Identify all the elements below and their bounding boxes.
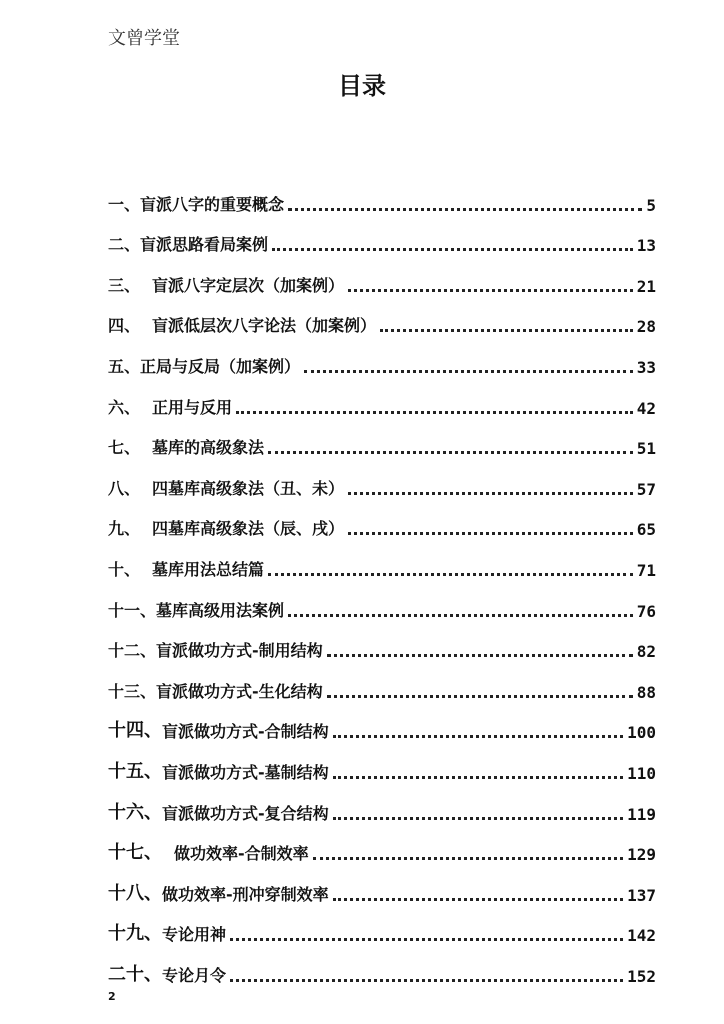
toc-entry-number: 二十、 [108,963,162,985]
dot-leader [333,816,623,820]
toc-entry[interactable] [108,621,656,662]
dot-leader [333,897,623,901]
toc-entry-label: 盲派低层次八字论法（加案例） [152,316,377,336]
toc-entry-number: 十六、 [108,801,162,823]
toc-entry-page-number: 110 [627,763,656,783]
toc-entry-number: 十八、 [108,882,162,904]
toc-entry-number: 四、 [108,316,141,336]
toc-entry[interactable] [108,945,656,986]
toc-entry-number: 九、 [108,519,141,539]
toc-entry-page-number: 137 [627,885,656,905]
toc-entry[interactable] [108,174,656,215]
toc-entry-number: 二、 [108,235,141,255]
toc-entry-label: 盲派做功方式-合制结构 [162,722,329,742]
dot-leader [304,369,633,373]
dot-leader [333,734,623,738]
dot-leader [272,247,633,251]
dot-leader [236,410,633,414]
toc-entry[interactable] [108,742,656,783]
toc-entry-number: 十五、 [108,760,162,782]
toc-entry-page-number: 51 [636,439,656,459]
toc-entry-number: 十二、 [108,641,157,661]
toc-entry-label: 盲派思路看局案例 [140,235,269,255]
dot-leader [333,775,623,779]
toc-entry-page-number: 76 [636,601,656,621]
toc-entry-number: 十四、 [108,720,162,742]
toc-entry-page-number: 88 [636,682,656,702]
toc-entry-label: 盲派八字定层次（加案例） [152,275,345,295]
toc-entry-number: 七、 [108,438,141,458]
toc-entry-number: 三、 [108,275,141,295]
toc-entry-page-number: 71 [636,560,656,580]
toc-entry[interactable] [108,702,656,743]
toc-entry-number: 十九、 [108,923,162,945]
toc-entry[interactable] [108,539,656,580]
toc-entry[interactable] [108,783,656,824]
toc-entry[interactable] [108,296,656,337]
dot-leader [268,450,633,454]
toc-entry[interactable] [108,499,656,540]
toc-entry[interactable] [108,458,656,499]
dot-leader [327,653,633,657]
toc-entry-page-number: 21 [636,276,656,296]
toc-entry-label: 做功效率-刑冲穿制效率 [162,884,329,904]
toc-entry-page-number: 33 [636,357,656,377]
document-header-brand: 文曾学堂 [108,28,180,49]
toc-entry-page-number: 13 [636,236,656,256]
toc-entry-page-number: 142 [627,926,656,946]
toc-entry-label: 正用与反用 [152,397,233,417]
dot-leader [313,856,623,860]
toc-entry-number: 十三、 [108,681,157,701]
toc-entry-label: 四墓库高级象法（辰、戌） [152,519,345,539]
toc-entry-page-number: 65 [636,520,656,540]
toc-entry-page-number: 28 [636,317,656,337]
toc-entry-number: 五、 [108,356,141,376]
dot-leader [348,531,633,535]
toc-entry-label: 做功效率-合制效率 [174,844,309,864]
dot-leader [288,207,642,211]
dot-leader [230,937,623,941]
toc-entry-label: 盲派做功方式-墓制结构 [162,762,329,782]
toc-entry-page-number: 129 [627,845,656,865]
toc-entry-label: 墓库的高级象法 [152,438,265,458]
toc-entry-number: 十、 [108,559,141,579]
dot-leader [288,613,633,617]
toc-entry-page-number: 100 [627,723,656,743]
toc-entry[interactable] [108,580,656,621]
table-of-contents [108,174,656,986]
toc-entry-number: 十七、 [108,842,162,864]
toc-entry[interactable] [108,864,656,905]
toc-entry[interactable] [108,255,656,296]
toc-entry-page-number: 119 [627,804,656,824]
toc-entry[interactable] [108,215,656,256]
toc-entry[interactable] [108,336,656,377]
toc-entry-label: 盲派做功方式-制用结构 [156,641,323,661]
toc-entry[interactable] [108,661,656,702]
toc-entry-number: 八、 [108,478,141,498]
toc-entry-page-number: 82 [636,642,656,662]
toc-entry-page-number: 5 [646,195,656,215]
toc-entry-number: 六、 [108,397,141,417]
toc-entry[interactable] [108,905,656,946]
dot-leader [348,491,633,495]
toc-entry-label: 正局与反局（加案例） [140,356,301,376]
toc-entry[interactable] [108,418,656,459]
toc-entry-label: 盲派做功方式-复合结构 [162,803,329,823]
toc-entry-label: 盲派做功方式-生化结构 [156,681,323,701]
toc-entry-label: 四墓库高级象法（丑、未） [152,478,345,498]
dot-leader [348,288,633,292]
dot-leader [268,572,633,576]
toc-entry-label: 盲派八字的重要概念 [140,194,285,214]
dot-leader [230,978,623,982]
toc-entry-number: 十一、 [108,600,157,620]
toc-entry-page-number: 57 [636,479,656,499]
toc-entry[interactable] [108,824,656,865]
page-title: 目录 [338,72,386,100]
toc-entry-label: 专论用神 [162,925,227,945]
page-number: 2 [108,990,116,1003]
toc-entry-number: 一、 [108,194,141,214]
toc-entry[interactable] [108,377,656,418]
toc-entry-page-number: 152 [627,966,656,986]
dot-leader [327,694,633,698]
toc-entry-label: 墓库用法总结篇 [152,559,265,579]
dot-leader [380,328,633,332]
toc-entry-label: 墓库高级用法案例 [156,600,285,620]
toc-entry-page-number: 42 [636,398,656,418]
toc-entry-label: 专论月令 [162,965,227,985]
